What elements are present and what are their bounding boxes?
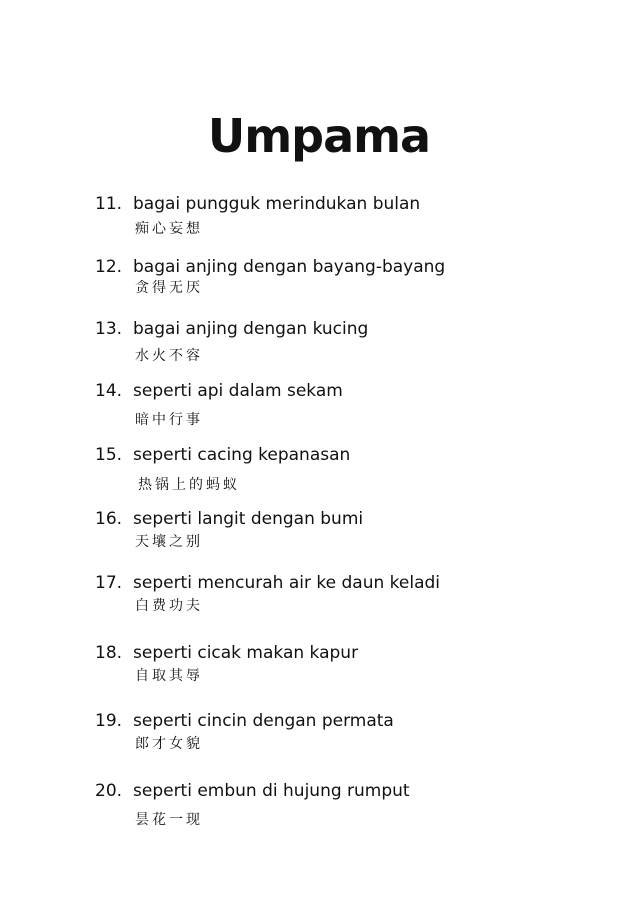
chinese-meaning: 水火不容 xyxy=(135,348,203,364)
list-item xyxy=(0,318,638,378)
malay-phrase: seperti api dalam sekam xyxy=(133,381,343,401)
list-item xyxy=(0,642,638,702)
chinese-meaning: 贪得无厌 xyxy=(135,280,203,296)
chinese-meaning: 暗中行事 xyxy=(135,412,203,428)
list-item xyxy=(0,780,638,840)
malay-phrase: seperti embun di hujung rumput xyxy=(133,781,410,801)
list-item xyxy=(0,256,638,316)
malay-phrase: seperti cacing kepanasan xyxy=(133,445,351,465)
chinese-meaning: 郎才女貌 xyxy=(135,736,203,752)
chinese-meaning: 热锅上的蚂蚁 xyxy=(138,477,240,493)
chinese-meaning: 痴心妄想 xyxy=(135,221,203,237)
chinese-meaning: 白费功夫 xyxy=(135,598,203,614)
item-number: 19. xyxy=(95,711,123,731)
list-item xyxy=(0,193,638,253)
item-number: 12. xyxy=(95,257,123,277)
item-number: 15. xyxy=(95,445,123,465)
malay-phrase: seperti cicak makan kapur xyxy=(133,643,359,663)
malay-phrase: seperti langit dengan bumi xyxy=(133,509,364,529)
chinese-meaning: 昙花一现 xyxy=(135,812,203,828)
list-item xyxy=(0,508,638,568)
item-number: 14. xyxy=(95,381,123,401)
item-number: 17. xyxy=(95,573,123,593)
chinese-meaning: 天壤之别 xyxy=(135,534,203,550)
chinese-meaning: 自取其辱 xyxy=(135,668,203,684)
list-item xyxy=(0,572,638,632)
item-number: 20. xyxy=(95,781,123,801)
item-number: 11. xyxy=(95,194,123,214)
list-item xyxy=(0,444,638,504)
item-number: 13. xyxy=(95,319,123,339)
malay-phrase: bagai anjing dengan bayang-bayang xyxy=(133,257,446,277)
list-item xyxy=(0,380,638,440)
list-item xyxy=(0,710,638,770)
malay-phrase: bagai pungguk merindukan bulan xyxy=(133,194,421,214)
item-number: 16. xyxy=(95,509,123,529)
malay-phrase: seperti mencurah air ke daun keladi xyxy=(133,573,440,593)
malay-phrase: seperti cincin dengan permata xyxy=(133,711,394,731)
item-number: 18. xyxy=(95,643,123,663)
page-title: Umpama xyxy=(207,109,431,163)
malay-phrase: bagai anjing dengan kucing xyxy=(133,319,369,339)
